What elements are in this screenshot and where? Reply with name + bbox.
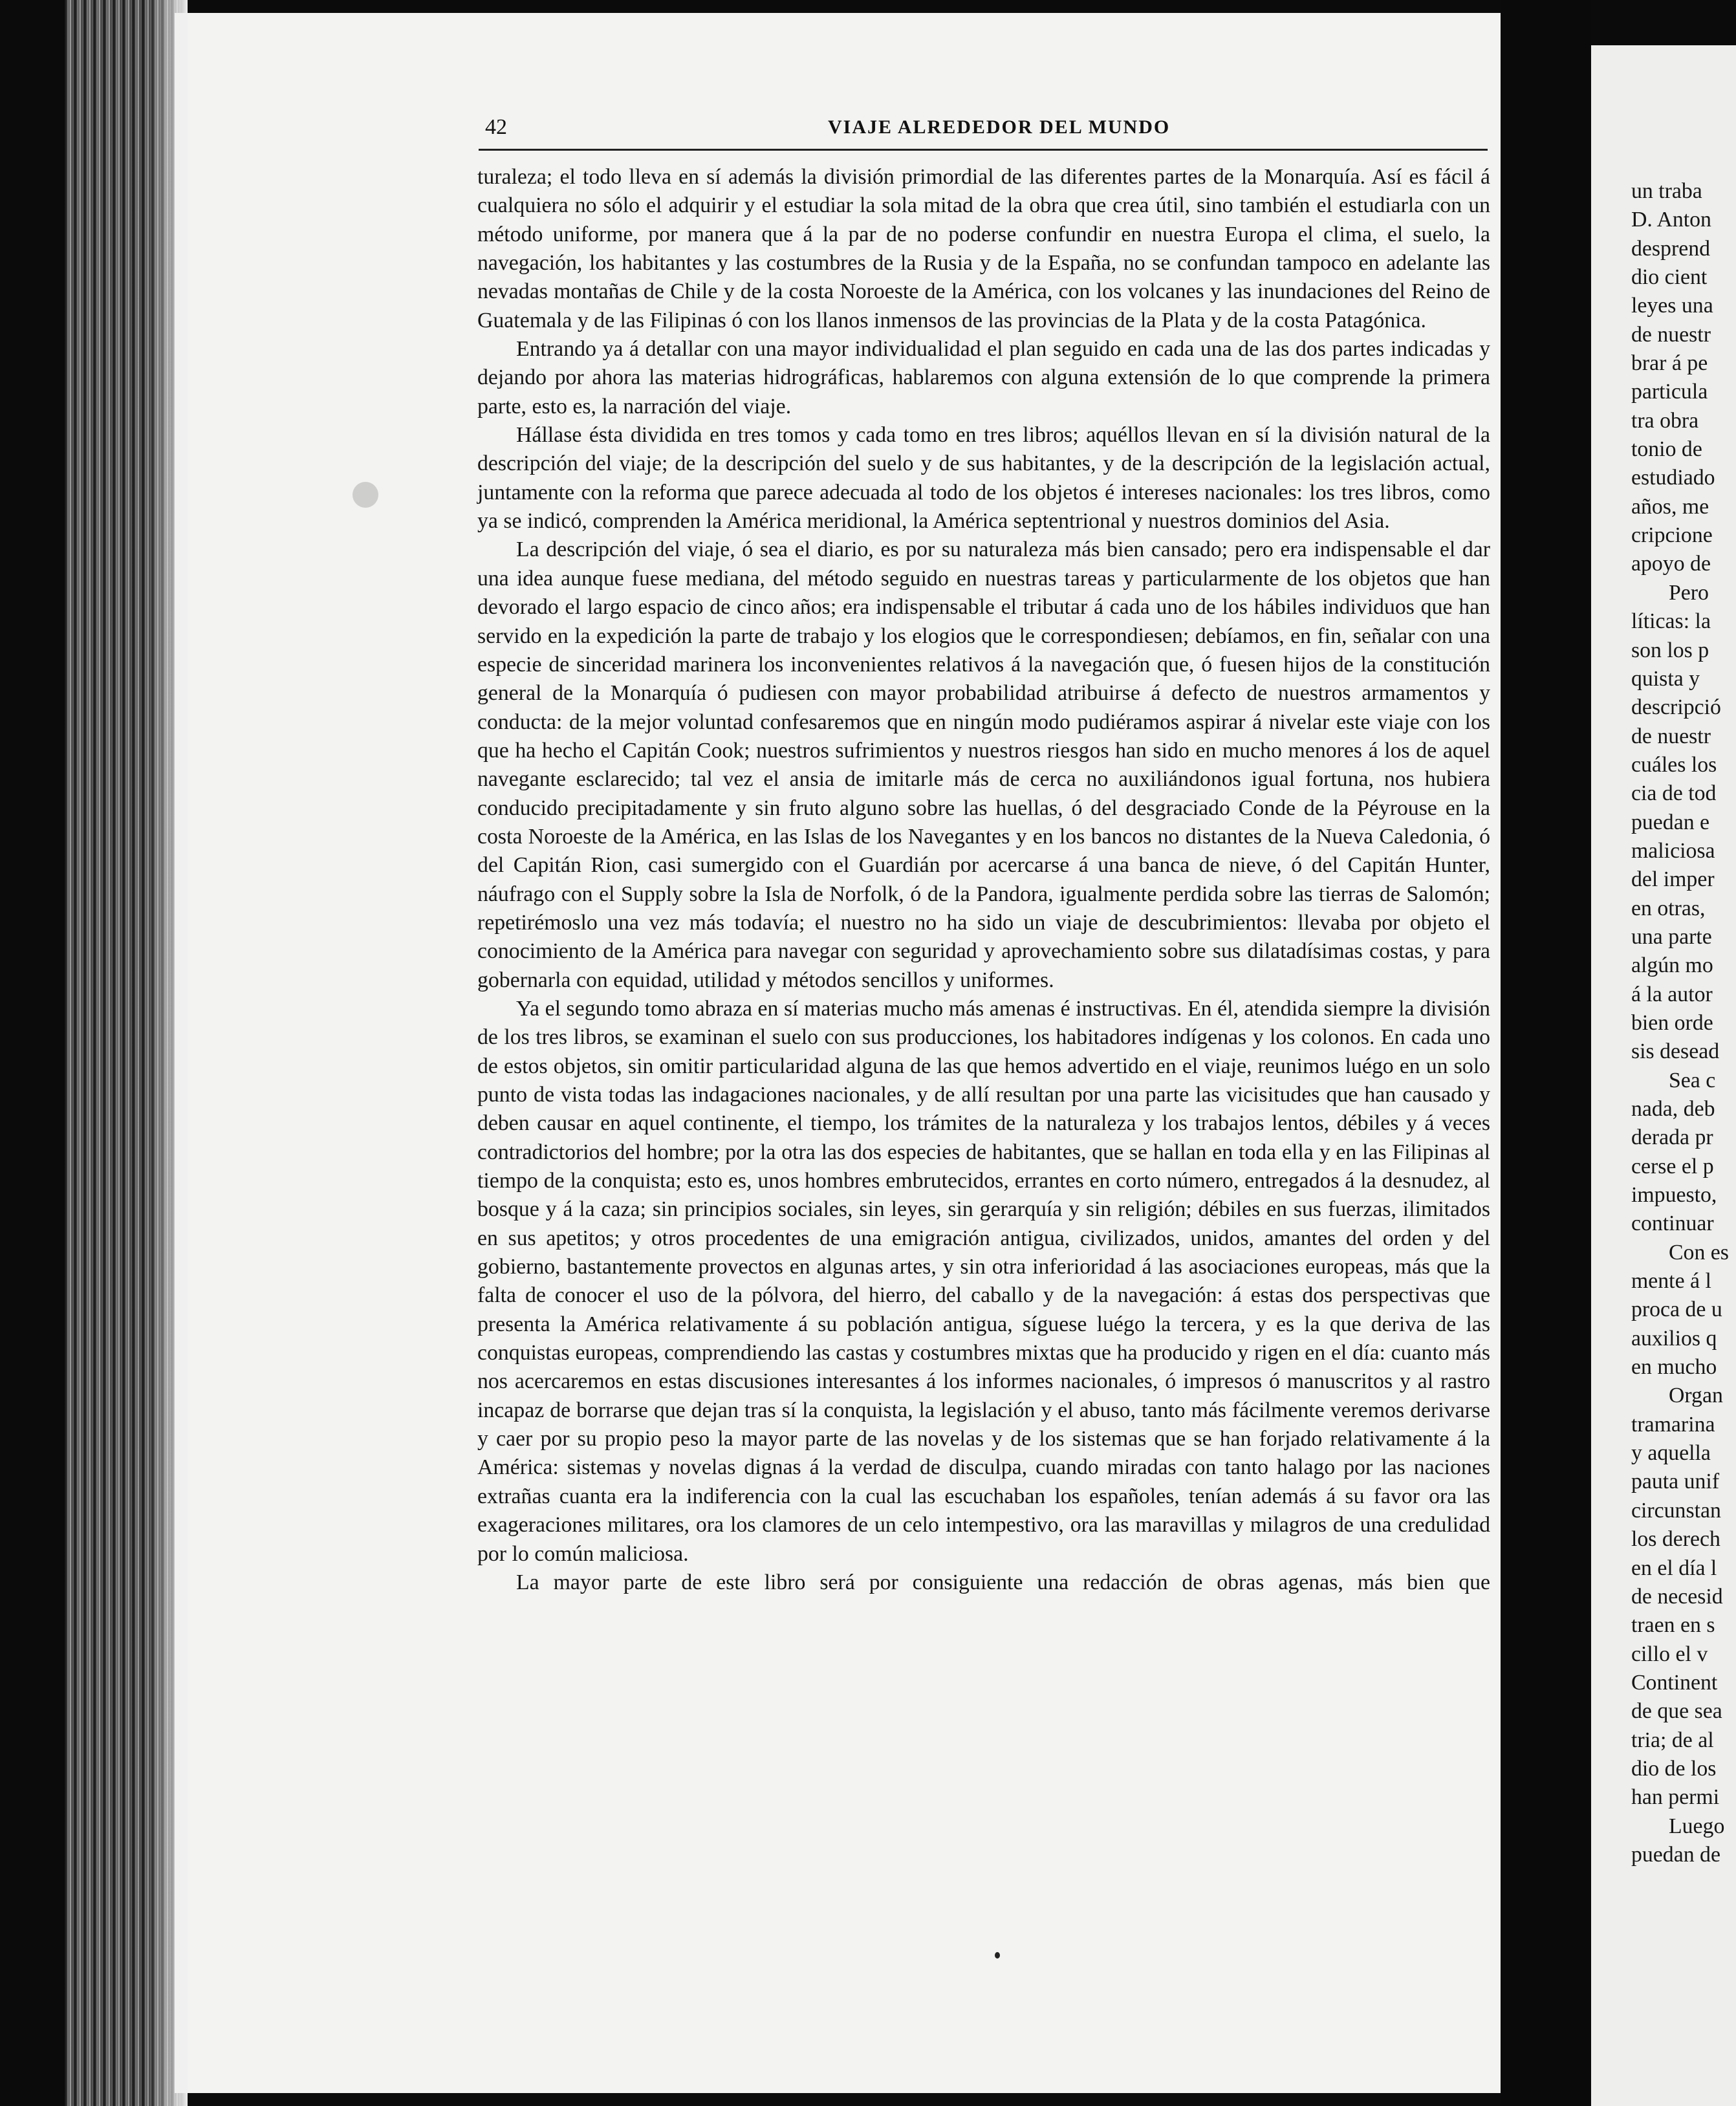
paragraph: Ya el segundo tomo abraza en sí materias mucho más amenas é instructivas. En él, atendida siempre la división de los tres libros, se examinan el suelo con sus producciones, los habitadores indígenas y los colonos. En cada uno de estos objetos, sin omitir particularidad alguna de las que hemos advertido en el viaje, reunimos luégo en un solo punto de vista todas las indagaciones nacionales, y de allí resultan por una parte las vicisitudes que han causado y deben causar en aquel continente, el tiempo, los trámites de la naturaleza y los trabajos lentos, débiles y á veces contradictorios del hombre; por la otra las dos especies de habitantes, que se hallan en toda ella y en las Filipinas al tiempo de la conquista; esto es, unos hombres embrutecidos, errantes en corto número, entregados á la desnudez, al bosque y á la caza; sin principios sociales, sin leyes, sin gerarquía y sin religión; débiles en sus fuerzas, ilimitados en sus apetitos; y otros procedentes de una emigración antigua, civilizados, unidos, amantes del orden y del gobierno, bastantemente provectos en algunas artes, y sin otra inferioridad á las asociaciones europeas, más que la falta de conocer el uso de la pólvora, del hierro, del caballo y de la navegación: á estas dos perspectivas que presenta la América relativamente á su población antigua, síguese luégo la tercera, y es la que deriva de las conquistas europeas, comprendiendo las castas y costumbres mixtas que ha producido y rigen en el día: cuanto más nos acercaremos en estas discusiones interesantes á los informes nacionales, ó impresos ó manuscritos y al rastro incapaz de borrarse que dejan tras sí la conquista, la legislación y el abuso, tanto más fácilmente veremos derivarse y caer por su propio peso la mayor parte de las novelas y de los sistemas que se han forjado relativamente á la América: sistemas y novelas dignas á la verdad de disculpa, cuando miradas con tanto halago por las naciones extrañas cuanta era la indiferencia con la cual las escuchaban los españoles, tenían además á su favor ora las exageraciones militares, ora los clamores de un celo intempestivo, ora las maravillas y milagros de una credulidad por lo común maliciosa.	[477, 996, 1490, 1566]
right-page-line: Luego	[1669, 1814, 1725, 1838]
paragraph: Entrando ya á detallar con una mayor individualidad el plan seguido en cada una de las dos partes indicadas y dejando por ahora las materias hidrográficas, hablaremos con alguna extensión de lo que comprende la primera parte, esto es, la narración del viaje.	[477, 337, 1490, 418]
right-page-line: sis desead	[1631, 1039, 1720, 1064]
right-page-line: Pero	[1669, 580, 1709, 605]
right-page-line: cerse el p	[1631, 1154, 1714, 1178]
paragraph: turaleza; el todo lleva en sí además la división primordial de las diferentes partes de la Monarquía. Así es fácil á cualquiera no sólo el adquirir y el estudiar la sola mitad de la obra que crea útil, sino también el estudiarla con un método uniforme, por manera que á la par de no poderse confundir en nuestra Europa el clima, el suelo, la navegación, los habitantes y las costumbres de la Rusia y de la España, no se confundan tampoco en adelante las nevadas montañas de Chile y de la costa Noroeste de la América, con los volcanes y las inundaciones del Reino de Guatemala y de las Filipinas ó con los llanos inmensos de las provincias de la Plata y de la costa Patagónica.	[477, 165, 1490, 332]
right-page-line: han permi	[1631, 1785, 1720, 1810]
paragraph: La descripción del viaje, ó sea el diario, es por su naturaleza más bien cansado; pero era indispensable el dar una idea aunque fuese mediana, del método seguido en nuestras tareas y particularmente de los objetos que han devorado el largo espacio de cinco años; era indispensable el tributar á cada uno de los hábiles individuos que han servido en la expedición la parte de trabajo y los elogios que le correspondiesen; debíamos, en fin, señalar con una especie de sinceridad marinera los inconvenientes relativos á la navegación que, ó fuesen hijos de la constitución general de la Monarquía ó pudiesen con mayor probabilidad atribuirse á defecto de nuestros armamentos y conducta: de la mejor voluntad confesaremos que en ningún modo pudiéramos aspirar á nivelar este viaje con los que ha hecho el Capitán Cook; nuestros sufrimientos y nuestros riesgos han sido en mucho menores á los de aquel navegante esclarecido; tal vez el ansia de imitarle más de cerca no auxiliándonos igual fortuna, nos hubiera conducido precipitadamente y sin fruto alguno sobre las huellas, ó del desgraciado Conde de la Péyrouse en la costa Noroeste de la América, en las Islas de los Navegantes y en los bancos no distantes de la Nueva Caledonia, ó del Capitán Rion, casi sumergido con el Guardián por acercarse á una banca de nieve, ó del Capitán Hunter, náufrago con el Supply sobre la Isla de Norfolk, ó de la Pandora, igualmente perdida sobre las tierras de Salomón; repetirémoslo una vez más todavía; el nuestro no ha sido un viaje de descubrimientos: llevaba por objeto el conocimiento de la América para navegar con seguridad y aprovechamiento sobre sus dilatadísimas costas, y para gobernarla con equidad, utilidad y métodos sencillos y uniformes.	[477, 537, 1490, 992]
right-page-line: y aquella	[1631, 1441, 1711, 1466]
right-page-line: estudiado	[1631, 466, 1715, 490]
right-page-line: Con es	[1669, 1240, 1729, 1265]
page-edge-fade	[149, 0, 188, 2106]
right-page-line: años, me	[1631, 494, 1709, 519]
paragraph: La mayor parte de este libro será por consiguiente una redacción de obras agenas, más bien que	[516, 1570, 1490, 1594]
right-page-line: desprend	[1631, 236, 1711, 261]
right-page-line: de necesid	[1631, 1584, 1723, 1609]
right-page-line: son los p	[1631, 638, 1709, 662]
right-page-line: D. Anton	[1631, 208, 1711, 232]
right-page-line: un traba	[1631, 179, 1702, 203]
right-page-line: algún mo	[1631, 953, 1713, 978]
ink-speck	[995, 1952, 1000, 1959]
right-page-line: tonio de	[1631, 437, 1702, 462]
right-page-line: cripcione	[1631, 523, 1713, 548]
right-page-line: en el día l	[1631, 1556, 1717, 1580]
right-page-line: descripció	[1631, 695, 1721, 720]
book-gutter	[1501, 0, 1591, 2106]
right-page-line: de nuestr	[1631, 322, 1711, 347]
right-page-text	[1631, 177, 1736, 1869]
right-page-line: Continent	[1631, 1670, 1718, 1695]
right-page-line: tria; de al	[1631, 1728, 1714, 1752]
right-page-line: líticas: la	[1631, 609, 1711, 634]
right-page-line: tramarina	[1631, 1412, 1715, 1437]
body-text	[477, 163, 1490, 1597]
right-page-line: bien orde	[1631, 1010, 1713, 1035]
page-header	[479, 111, 1494, 150]
right-page-line: traen en s	[1631, 1613, 1715, 1638]
right-page-line: los derech	[1631, 1527, 1720, 1552]
right-page-line: impuesto,	[1631, 1183, 1717, 1208]
running-head: VIAJE ALREDEDOR DEL MUNDO	[828, 116, 1171, 138]
right-page-line: á la autor	[1631, 982, 1713, 1006]
page-number: 42	[485, 115, 507, 139]
right-page-line: puedan de	[1631, 1842, 1720, 1867]
right-page-line: maliciosa	[1631, 838, 1715, 863]
right-page-line: cillo el v	[1631, 1642, 1708, 1666]
right-page-line: cia de tod	[1631, 781, 1717, 806]
right-page-line: en otras,	[1631, 896, 1706, 920]
right-page-line: auxilios q	[1631, 1326, 1717, 1351]
right-page-line: pauta unif	[1631, 1470, 1720, 1494]
header-rule	[479, 149, 1488, 151]
right-page-line: cuáles los	[1631, 752, 1717, 777]
right-page-line: en mucho	[1631, 1355, 1717, 1380]
right-page-line: brar á pe	[1631, 351, 1708, 376]
right-page-line: puedan e	[1631, 810, 1710, 834]
right-page-line: de que sea	[1631, 1699, 1722, 1724]
ink-speck	[353, 482, 378, 508]
right-page-line: nada, deb	[1631, 1097, 1715, 1121]
right-page-line: apoyo de	[1631, 552, 1711, 576]
right-page-line: Sea c	[1669, 1068, 1716, 1092]
right-page-line: mente á l	[1631, 1269, 1711, 1294]
right-page-line: tra obra	[1631, 408, 1699, 433]
right-page-line: leyes una	[1631, 294, 1713, 318]
right-page-line: quista y	[1631, 666, 1700, 691]
right-page-line: Organ	[1669, 1384, 1723, 1408]
right-page-line: particula	[1631, 380, 1708, 404]
right-page-line: del imper	[1631, 867, 1715, 892]
paragraph: Hállase ésta dividida en tres tomos y cada tomo en tres libros; aquéllos llevan en sí la división natural de la descripción del viaje; de la descripción del suelo y de sus habitantes, y de la descripción de la legislación actual, juntamente con la reforma que parece adecuada al todo de los objetos é intereses nacionales: los tres libros, como ya se indicó, comprenden la América meridional, la América septentrional y nuestros dominios del Asia.	[477, 423, 1490, 534]
right-page-line: circunstan	[1631, 1498, 1721, 1523]
right-page-line: proca de u	[1631, 1297, 1722, 1322]
right-page-line: una parte	[1631, 924, 1712, 949]
right-page-line: dio cient	[1631, 265, 1708, 290]
right-page-line: dio de los	[1631, 1756, 1717, 1781]
right-page-line: derada pr	[1631, 1125, 1713, 1150]
right-page-line: continuar	[1631, 1211, 1714, 1236]
right-page-line: de nuestr	[1631, 724, 1711, 748]
